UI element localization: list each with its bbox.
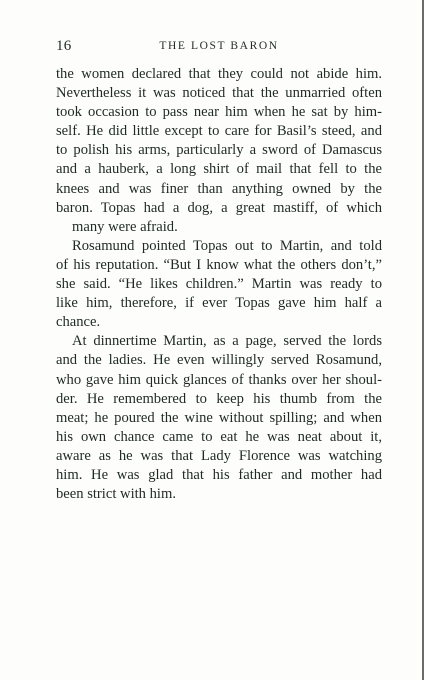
text-line: to polish his arms, particularly a sword of Damascus [56, 142, 382, 159]
paragraph-3 [56, 332, 382, 504]
paragraph-1 [56, 65, 382, 237]
text-line: knees and was finer than anything owned by the [56, 180, 382, 197]
text-line: Nevertheless it was noticed that the unmarried often [56, 85, 382, 102]
text-line: she said. “He likes children.” Martin was ready to [56, 276, 382, 293]
text-line: him. He was glad that his father and mother had [56, 466, 382, 483]
body-text [56, 65, 382, 504]
text-line: like him, therefore, if ever Topas gave him half a [56, 295, 382, 312]
page-number: 16 [56, 38, 72, 54]
text-line: self. He did little except to care for Basil’s steed, and [56, 123, 382, 140]
text-line: took occasion to pass near him when he sat by him- [56, 104, 382, 121]
text-line: meat; he poured the wine without spilling; and when [56, 409, 382, 426]
book-title: THE LOST BARON [159, 40, 279, 52]
paragraph-2 [56, 237, 382, 332]
text-line: At dinnertime Martin, as a page, served the lords [72, 333, 382, 350]
text-line: been strict with him. [56, 486, 176, 503]
text-line: of his reputation. “But I know what the others don’t,” [56, 256, 382, 273]
text-line: many were afraid. [72, 218, 178, 235]
text-line: and the ladies. He even willingly served Rosamund, [56, 352, 382, 369]
text-line: and a hauberk, a long shirt of mail that fell to the [56, 161, 382, 178]
text-line: who gave him quick glances of thanks over her shoul- [56, 371, 382, 388]
text-line: baron. Topas had a dog, a great mastiff, of which [56, 199, 382, 216]
text-line: the women declared that they could not abide him. [56, 66, 382, 82]
text-line: aware as he was that Lady Florence was watching [56, 447, 382, 464]
text-line: Rosamund pointed Topas out to Martin, and told [72, 237, 382, 254]
text-line: his own chance came to eat he was neat about it, [56, 428, 382, 445]
text-line: der. He remembered to keep his thumb from the [56, 390, 382, 407]
running-head [56, 38, 382, 56]
text-line: chance. [56, 314, 101, 331]
